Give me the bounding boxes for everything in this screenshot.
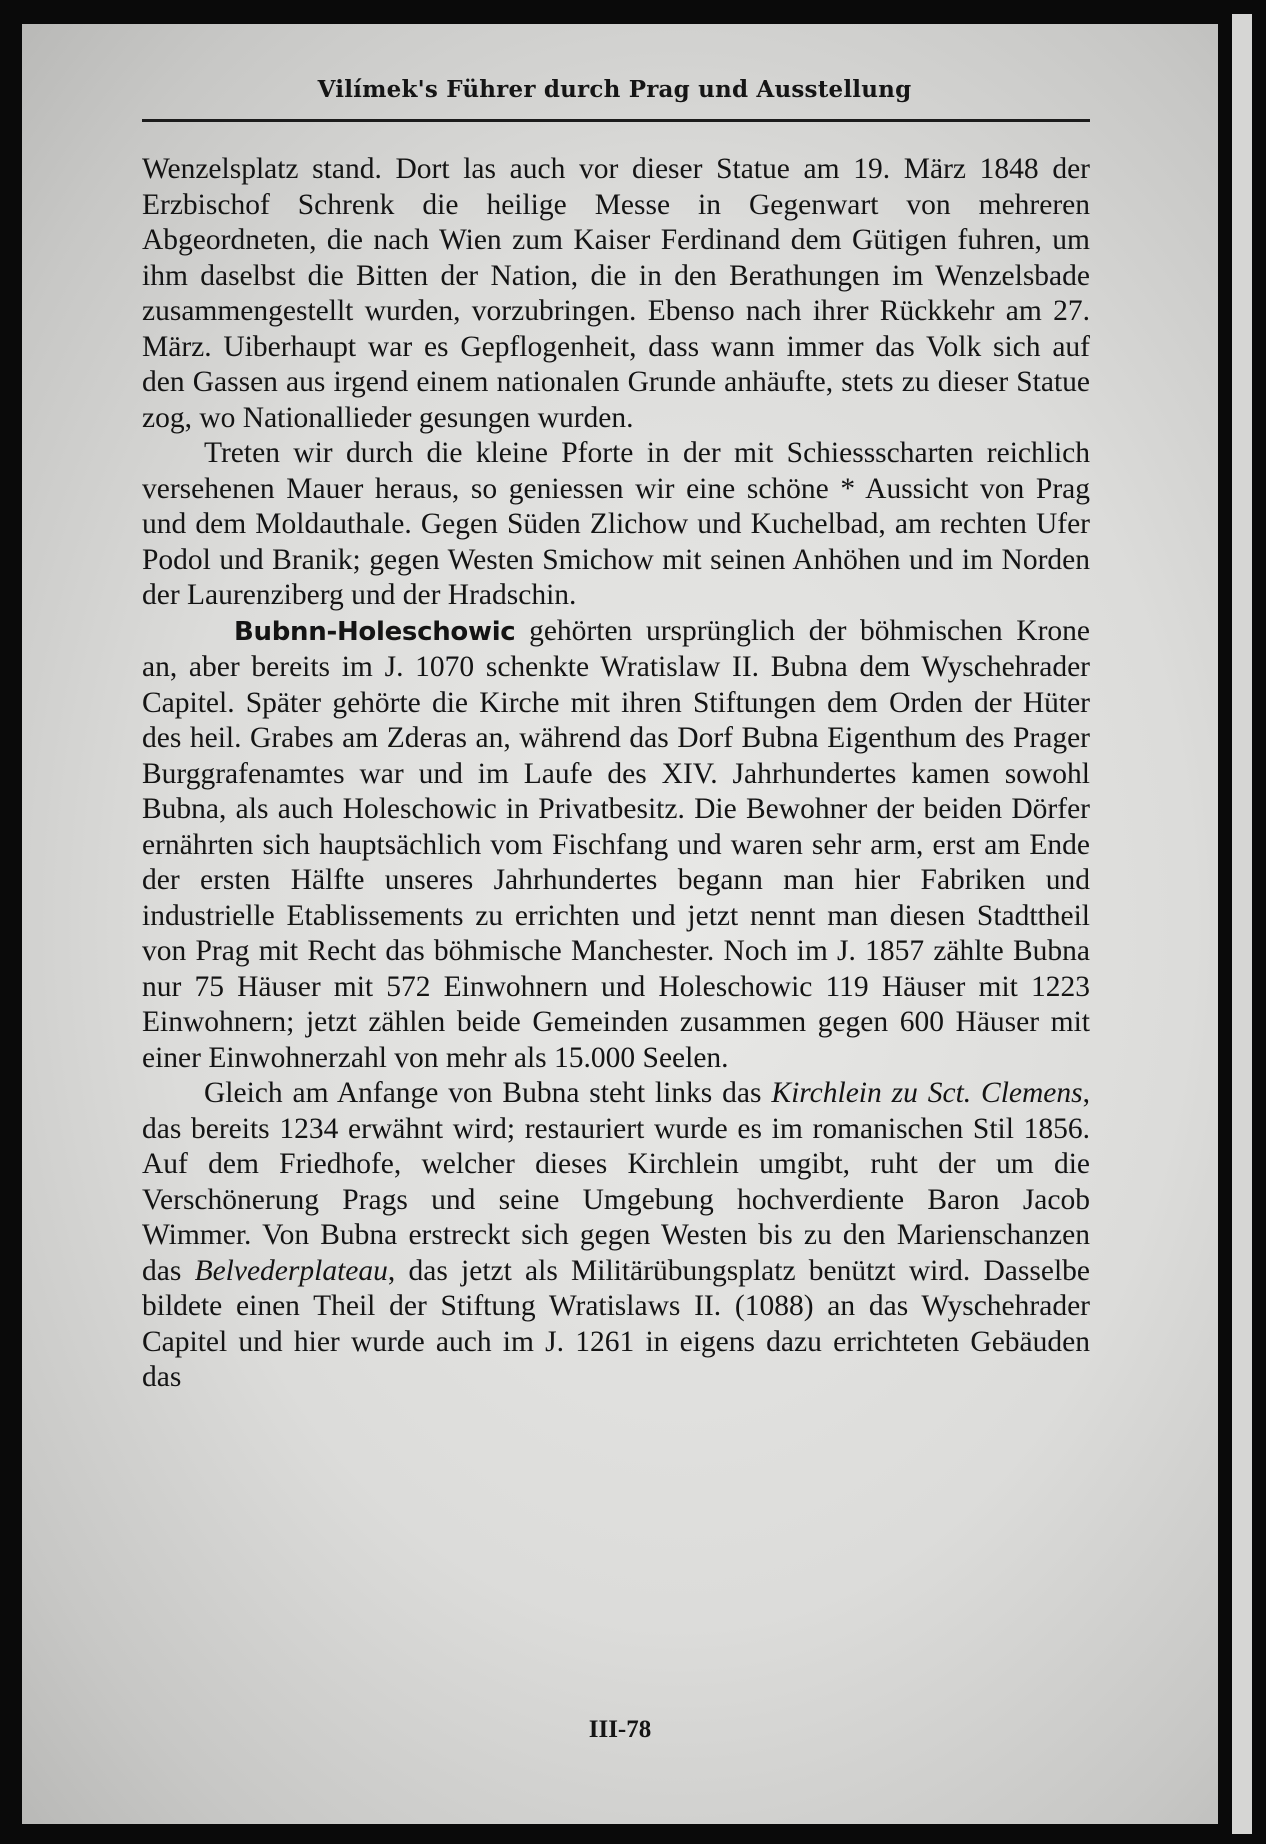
paragraph-4-text-c: , das jetzt als Militärübungsplatz benützt wird. Dasselbe bildete einen Theil der Stiftung Wratislaws II. (1088) an das Wyschehrader Capitel und hier wurde auch im J. 1261 in eigens dazu errichteten Gebäuden das — [142, 1254, 1090, 1393]
page-number: III-78 — [588, 1716, 652, 1743]
emphasis-belvederplateau: Belvederplateau — [194, 1254, 388, 1287]
emphasis-kirchlein: Kirchlein zu Sct. Clemens — [771, 1077, 1083, 1109]
paragraph-3 — [142, 614, 1090, 1077]
header-rule — [142, 119, 1090, 122]
adjacent-page-edge — [1232, 14, 1252, 1834]
page-body — [142, 152, 1090, 1396]
paragraph-4 — [142, 1076, 1090, 1396]
paragraph-2: Treten wir durch die kleine Pforte in der mit Schiessscharten reichlich versehenen Mauer heraus, so geniessen wir eine schöne * Aussicht von Prag und dem Moldauthale. Gegen Süden Zlichow und Kuchelbad, am rechten Ufer Podol und Branik; gegen Westen Smichow mit seinen Anhöhen und im Norden der Laurenziberg und der Hradschin. — [142, 437, 1090, 611]
running-title: Vilímek's Führer durch Prag und Ausstellung — [317, 76, 912, 103]
paragraph-4-text-a: Gleich am Anfange von Bubna steht links das — [204, 1077, 772, 1109]
paragraph-3-text: gehörten ursprünglich der böhmischen Krone an, aber bereits im J. 1070 schenkte Wratislaw II. Bubna dem Wyschehrader Capitel. Später gehörte die Kirche mit ihren Stiftungen dem Orden der Hüter des heil. Grabes am Zderas an, während das Dorf Bubna Eigenthum des Prager Burggrafenamtes war und im Laufe des XIV. Jahrhundertes kamen sowohl Bubna, als auch Holeschowic in Privatbesitz. Die Bewohner der beiden Dörfer ernährten sich hauptsächlich vom Fischfang und waren sehr arm, erst am Ende der ersten Hälfte unseres Jahrhundertes begann man hier Fabriken und industrielle Etablissements zu errichten und jetzt nennt man diesen Stadttheil von Prag mit Recht das böhmische Manchester. Noch im J. 1857 zählte Bubna nur 75 Häuser mit 572 Einwohnern und Holeschowic 119 Häuser mit 1223 Einwohnern; jetzt zählen beide Gemeinden zusammen gegen 600 Häuser mit einer Einwohnerzahl von mehr als 15.000 Seelen. — [142, 614, 1090, 1074]
section-heading: Bubnn-Holeschowic — [234, 616, 516, 647]
book-page — [22, 24, 1218, 1824]
paragraph-4-text-b: , das bereits 1234 erwähnt wird; restauriert wurde es im romanischen Stil 1856. Auf dem Friedhofe, welcher dieses Kirchlein umgibt, ruht der um die Verschönerung Prags und seine Umgebung hochverdiente Baron Jacob Wimmer. Von Bubna erstreckt sich gegen Westen bis zu den Marienschanzen das — [142, 1077, 1090, 1287]
paragraph-1: Wenzelsplatz stand. Dort las auch vor dieser Statue am 19. März 1848 der Erzbischof Schrenk die heilige Messe in Gegenwart von mehreren Abgeordneten, die nach Wien zum Kaiser Ferdinand dem Gütigen fuhren, um ihm daselbst die Bitten der Nation, die in den Berathungen im Wenzelsbade zusammengestellt wurden, vorzubringen. Ebenso nach ihrer Rückkehr am 27. März. Uiberhaupt war es Gepflogenheit, dass wann immer das Volk sich auf den Gassen aus irgend einem nationalen Grunde anhäufte, stets zu dieser Statue zog, wo Nationallieder gesungen wurden. — [142, 153, 1090, 434]
